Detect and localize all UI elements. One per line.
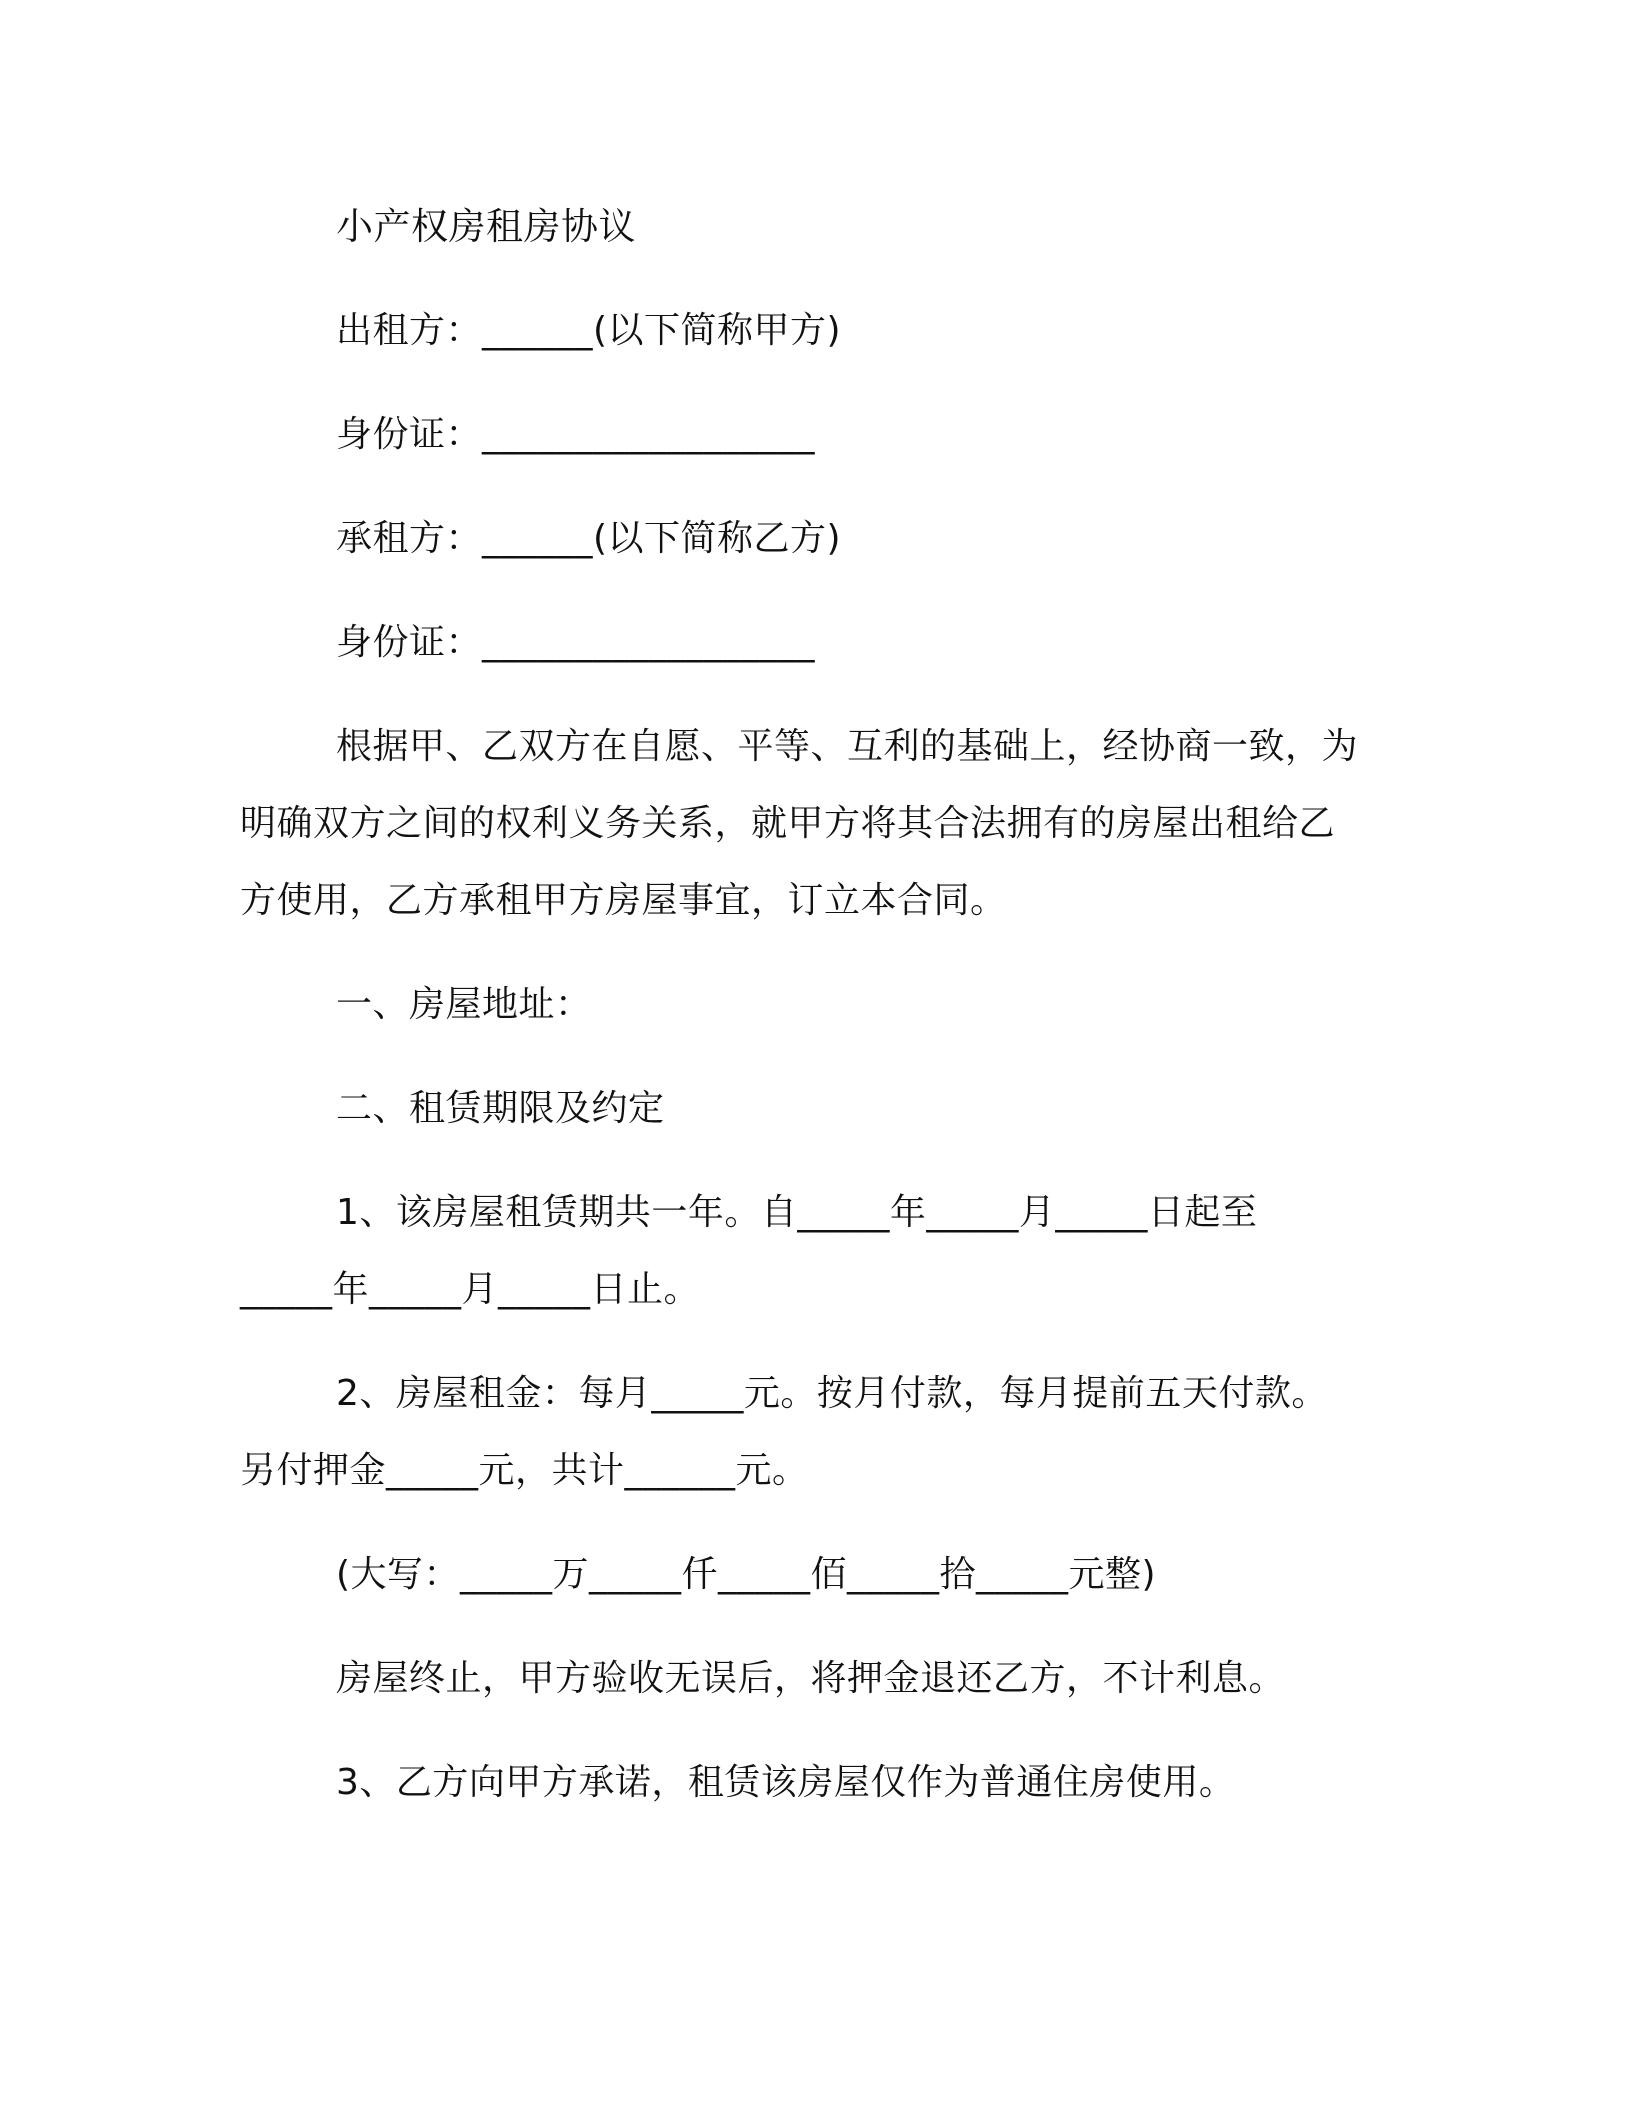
clause-2-line-2: 另付押金_____元，共计______元。 xyxy=(240,1450,809,1491)
document-title: 小产权房租房协议 xyxy=(336,205,636,248)
clause-1-line-1: 1、该房屋租赁期共一年。自_____年_____月_____日起至 xyxy=(336,1192,1258,1233)
section-1-heading: 一、房屋地址： xyxy=(336,984,592,1025)
document-body xyxy=(240,188,1392,1821)
lessor-id-line: 身份证：__________________ xyxy=(336,414,816,455)
lessor-line: 出租方：______(以下简称甲方) xyxy=(336,310,842,351)
deposit-return-line: 房屋终止，甲方验收无误后，将押金退还乙方，不计利息。 xyxy=(336,1658,1286,1699)
lessee-id-line: 身份证：__________________ xyxy=(336,622,816,663)
section-2-heading: 二、租赁期限及约定 xyxy=(336,1088,665,1129)
clause-1-line-2: _____年_____月_____日止。 xyxy=(240,1269,701,1310)
amount-in-words-line: (大写：_____万_____仟_____佰_____拾_____元整) xyxy=(336,1554,1157,1595)
lessee-line: 承租方：______(以下简称乙方) xyxy=(336,518,842,559)
clause-2-line-1: 2、房屋租金：每月_____元。按月付款，每月提前五天付款。 xyxy=(336,1373,1328,1414)
clause-3-line: 3、乙方向甲方承诺，租赁该房屋仅作为普通住房使用。 xyxy=(336,1762,1236,1803)
preamble-line-3: 方使用，乙方承租甲方房屋事宜，订立本合同。 xyxy=(240,880,1007,921)
preamble-line-1: 根据甲、乙双方在自愿、平等、互利的基础上，经协商一致，为 xyxy=(336,726,1359,767)
preamble-line-2: 明确双方之间的权利义务关系，就甲方将其合法拥有的房屋出租给乙 xyxy=(240,803,1336,844)
